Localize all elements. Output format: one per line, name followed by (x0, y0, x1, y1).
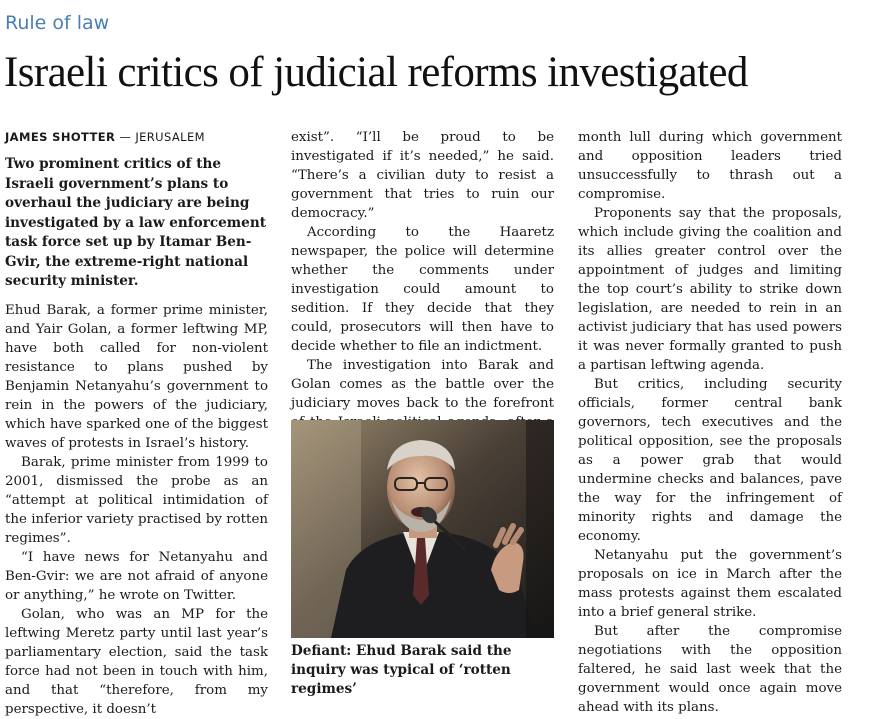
column-2 (291, 128, 554, 451)
byline (5, 128, 268, 147)
paragraph: exist”. “I’ll be proud to be investigated if it’s needed,” he said. “There’s a civilian duty to resist a government that tries to ruin our democracy.” (291, 130, 554, 221)
paragraph: Ehud Barak, a former prime minister, and Yair Golan, a former leftwing MP, have both called for non-violent resistance to plans pushed by Benjamin Netanyahu’s government to rein in the powers of the judiciary, which have sparked one of the biggest waves of protests in Israel’s history. (5, 302, 268, 451)
headline: Israeli critics of judicial reforms investigated (4, 49, 748, 96)
paragraph: “I have news for Netanyahu and Ben-Gvir: we are not afraid of anyone or anything,” he wrote on Twitter. (5, 549, 268, 603)
byline-location: JERUSALEM (135, 130, 205, 144)
paragraph: month lull during which government and opposition leaders tried unsuccessfully to thrash out a compromise. (578, 130, 842, 202)
byline-separator: — (115, 130, 136, 144)
standfirst: Two prominent critics of the Israeli government’s plans to overhaul the judiciary are being investigated by a law enforcement task force set up by Itamar Ben-Gvir, the extreme-right national security minister. (5, 156, 266, 289)
paragraph: But after the compromise negotiations with the opposition faltered, he said last week that the government would once again move ahead with its plans. (578, 624, 842, 715)
paragraph: The investigation into Barak and Golan comes as the battle over the judiciary moves back to the forefront (291, 358, 554, 411)
paragraph: Netanyahu put the government’s proposals on ice in March after the mass protests against them escalated into a brief general strike. (578, 548, 842, 620)
column-1 (5, 128, 268, 719)
photo-caption: Defiant: Ehud Barak said the inquiry was typical of ‘rotten regimes’ (291, 643, 512, 697)
paragraph: Proponents say that the proposals, which include giving the coalition and its allies greater control over the appointment of judges and limiting the top court’s ability to strike down legislation, are needed to rein in an activist judiciary that has used powers it was never formally granted to push a partisan leftwing agenda. (578, 206, 842, 373)
column-3 (578, 128, 842, 717)
byline-author: JAMES SHOTTER (5, 130, 116, 144)
paragraph: But critics, including security officials, former central bank governors, tech executives and the political opposition, see the proposals as a power grab that would undermine checks and balances, pave the way for the infringement of minority rights and damage the economy. (578, 377, 842, 544)
paragraph: Golan, who was an MP for the leftwing Meretz party until last year’s parliamentary election, said the task force had not been in touch with him, and that “therefore, from my perspective, it doesn’t (5, 606, 268, 717)
kicker: Rule of law (5, 12, 110, 34)
photo-ehud-barak (291, 420, 554, 638)
paragraph: According to the Haaretz newspaper, the police will determine whether the comments under investigation could amount to sedition. If they decide that they could, prosecutors will then have to decide whether to file an indictment. (291, 225, 554, 354)
paragraph: Barak, prime minister from 1999 to 2001, dismissed the probe as an “attempt at political intimidation of the inferior variety practised by rotten regimes”. (5, 454, 268, 546)
